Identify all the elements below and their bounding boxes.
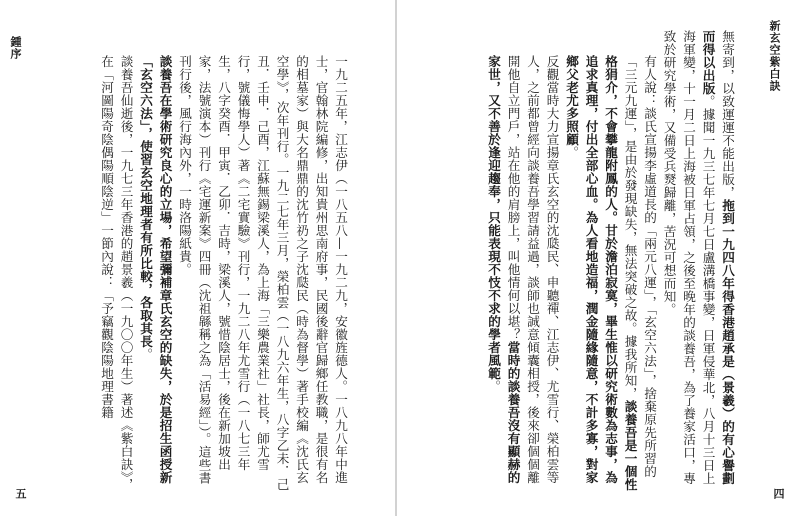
paragraph bbox=[562, 30, 660, 492]
body-text-run: 反觀當時大力宣揚章氏玄空的沈瓞民、申聽禪、江志伊、尤雪行、榮柏雲等人，之前都曾經向談養吾學習請益過，談師也誠意傾囊相授，後來卻個個離開他自立門戶，站在他的肩膀上，叫他情何以堪？ bbox=[505, 55, 560, 485]
body-text-run: 無寄到，以致運運不能出版， bbox=[720, 30, 735, 199]
emphasized-text: 談養吾在學術研究良心的立場，希望彌補章氏玄空的缺失，於是招生函授新「玄空六法」，使習玄空地理者有所比較，各取其長 bbox=[138, 55, 173, 485]
body-text-run: 。 bbox=[564, 146, 579, 160]
page-number-left: 五 bbox=[14, 488, 27, 499]
body-text-run: 有人說：談氏宣揚李虛道長的「兩元八運」，「玄空六法」，捨棄原先所習的「三元九運」，是由於發現缺失，無法突破之故。據我所知， bbox=[622, 55, 657, 479]
body-text-run: 。據聞一九三七年七月七日盧溝橋事變，日軍侵華北，八月十三日上海軍變，十一月二日上海被日軍占領，之後至晚年的談養吾，為了養家活口，專致於研究學術，又備受兵燹歸離，苦況可想而知。 bbox=[661, 30, 716, 485]
right-page-body bbox=[437, 30, 737, 492]
left-page bbox=[0, 0, 396, 516]
body-text-run: 。 bbox=[486, 380, 501, 394]
paragraph bbox=[175, 30, 351, 492]
right-page bbox=[397, 0, 793, 516]
emphasized-text: 談養吾是一個性格狷介，不會攀龍附鳳的人。甘於澹泊寂寞，畢生惟以研究術數為志事，為追求真理，付出全部心血。為人看地造福，潤金隨緣隨意，不計多寡，對家鄉父老尤多照顧 bbox=[564, 55, 638, 491]
running-head-left: 鍾序 bbox=[9, 36, 22, 60]
page-number-right: 四 bbox=[772, 488, 785, 499]
paragraph bbox=[484, 30, 562, 492]
body-text-run: 。 bbox=[138, 347, 153, 361]
body-text-run: 談養吾仙逝後，一九七三年香港的趙景羲（一九〇〇年生）著述《紫白訣》，在「河圖陽奇陰偶陽順陰逆」一節內說：「予竊觀陰陽地理書籍 bbox=[99, 55, 134, 491]
emphasized-text: 拖到一九四八年得香港趙承是（景羲）的有心譽劃而得以出版 bbox=[700, 30, 735, 485]
emphasized-text: 當時的談養吾沒有顯赫的家世，又不善於逢迎趨奉，只能表現不忮不求的學者風範 bbox=[486, 55, 521, 485]
paragraph bbox=[136, 30, 175, 492]
running-head-right: 新玄空紫白訣 bbox=[768, 20, 781, 92]
left-page-body bbox=[50, 30, 350, 492]
body-text-run: 一九二五年，江志伊（一八五八—一九二九，安徽旌德人。一八九八年中進士，官翰林院編修，出知貴州思南府事，民國後辭官歸鄉任教職，是很有名的相墓家）與大名鼎鼎的沈竹礽之子沈瓞民（時為督學）著手校編《沈氏玄空學》，次年刊行。一九二七年三月，榮柏雲（一八九六年生，八字乙未．己丑．壬申．己酉，江蘇無錫梁溪人，為上海「三樂農業社」社長，師尤雪行，號儀悔學人）著《二宅實驗》刊行，一九二八年尤雪行（一八七三年生，八字癸酉．甲寅．乙卯．吉時，梁溪人，號惜陰居士，後在新加坡出家，法號演本）刊行《宅運新案》四冊（沈祖緜稱之為「活易經」）。這些書刊行後，風行海內外，一時洛陽紙貴。 bbox=[177, 55, 348, 491]
paragraph bbox=[97, 30, 136, 492]
paragraph bbox=[659, 30, 737, 492]
